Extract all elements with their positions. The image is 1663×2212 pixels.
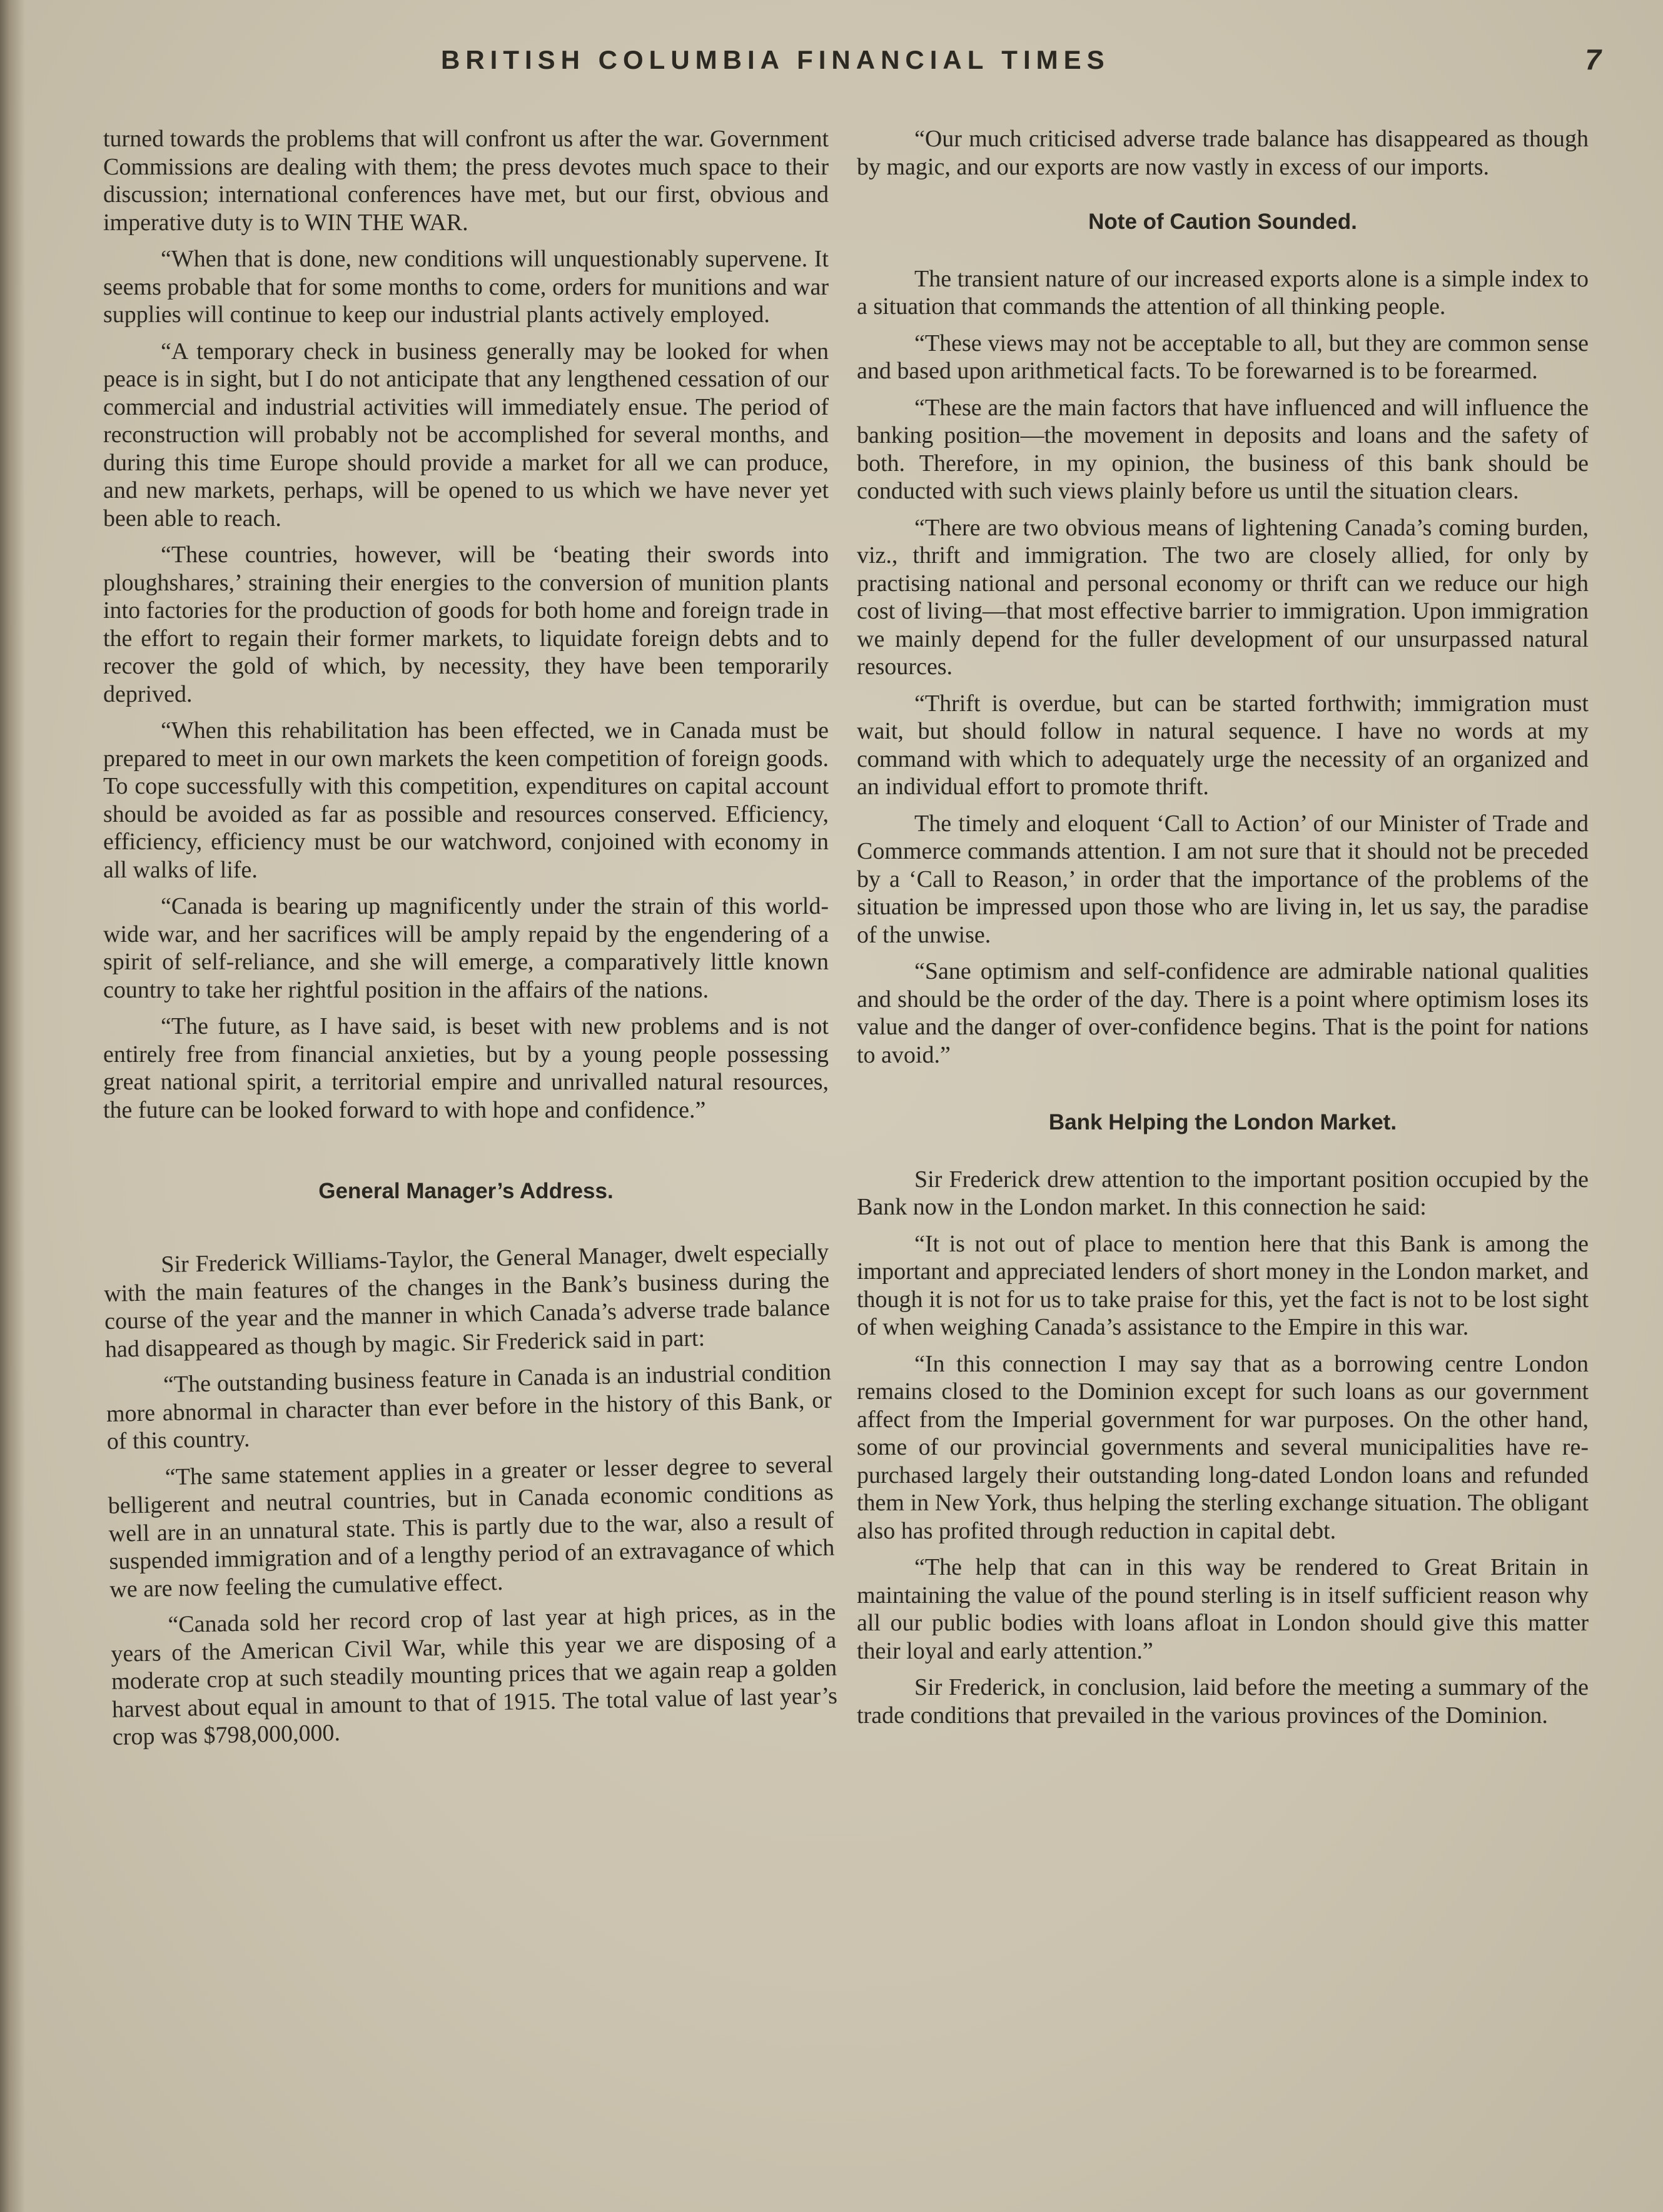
section-heading-note-of-caution: Note of Caution Sounded. (1088, 210, 1357, 234)
paragraph: “When this rehabilitation has been effected, we in Canada must be prepared to meet in our own markets the keen competition of foreign goods. To cope successfully with this competition, expenditures on capital account should be avoided as far as possible and resources conserved. Efficiency, efficiency, efficiency must be our watchword, conjoined with economy in all walks of life. (103, 717, 829, 883)
paragraph: “The help that can in this way be rendered to Great Britain in maintaining the value of the pound sterling is in itself sufficient reason why all our public bodies with loans afloat in London should give this matter their loyal and early attention.” (857, 1554, 1589, 1664)
paragraph: “Sane optimism and self-confidence are admirable national qualities and should be the order of the day. There is a point where optimism loses its value and the danger of over-confidence begins. That is the point for nations to avoid.” (857, 958, 1589, 1068)
paragraph: “The same statement applies in a greater or lesser degree to several belligerent and neutral countries, but in Canada economic conditions as well are in an unnatural state. This is partly due to the war, also a result of suspended immigration and of a lengthy period of an extravagance of which we are now feeling the cumulative effect. (108, 1450, 835, 1602)
paragraph: “These are the main factors that have influenced and will influence the banking position—the movement in deposits and loans and the safety of both. Therefore, in my opinion, the business of this bank should be conducted with such views plainly before us until the situation clears. (857, 394, 1589, 504)
left-column (103, 125, 838, 1760)
skewed-text-block (103, 1238, 838, 1751)
paragraph: Sir Frederick, in conclusion, laid before the meeting a summary of the trade conditions that prevailed in the various provinces of the Dominion. (857, 1674, 1589, 1729)
paragraph: “Canada is bearing up magnificently under the strain of this world-wide war, and her sacrifices will be amply repaid by the engendering of a spirit of self-reliance, and she will emerge, a comparatively little known country to take her rightful position in the affairs of the nations. (103, 893, 829, 1003)
section-heading-bank-helping: Bank Helping the London Market. (1048, 1110, 1397, 1134)
page-number: 7 (1585, 43, 1601, 76)
paragraph: turned towards the problems that will confront us after the war. Government Commissions are dealing with them; the press devotes much space to their discussion; international conferences have met, but our first, obvious and imperative duty is to WIN THE WAR. (103, 126, 829, 236)
page-header (100, 45, 1601, 89)
paragraph: “Canada sold her record crop of last year at high prices, as in the years of the American Civil War, while this year we are disposing of a moderate crop at such steadily mounting prices that we again reap a golden harvest about equal in amount to that of 1915. The total value of last year’s crop was $798,000,000. (110, 1598, 838, 1750)
paragraph: “It is not out of place to mention here that this Bank is among the important and appreciated lenders of short money in the London market, and though it is not for us to take praise for this, yet the fact is not to be lost sight of when weighing Canada’s assistance to the Empire in this war. (857, 1230, 1589, 1340)
paragraph: “These views may not be acceptable to all, but they are common sense and based upon arithmetical facts. To be forewarned is to be forearmed. (857, 330, 1589, 384)
paragraph: “There are two obvious means of lightening Canada’s coming burden, viz., thrift and immigration. The two are closely allied, for only by practising national and personal economy or thrift can we reduce our high cost of living—that most effective barrier to immigration. Upon immigration we mainly depend for the fuller development of our unsurpassed natural resources. (857, 514, 1589, 680)
masthead-title: BRITISH COLUMBIA FINANCIAL TIMES (441, 45, 1110, 74)
paragraph: “When that is done, new conditions will unquestionably supervene. It seems probable that for some months to come, orders for munitions and war supplies will continue to keep our industrial plants actively employed. (103, 246, 829, 328)
paragraph: “The outstanding business feature in Canada is an industrial condition more abnormal in character than ever before in the history of this Bank, or of this country. (106, 1358, 832, 1455)
paragraph: “Thrift is overdue, but can be started forthwith; immigration must wait, but should follow in natural sequence. I have no words at my command with which to adequately urge the necessity of an organized and an individual effort to promote thrift. (857, 690, 1589, 800)
paragraph: Sir Frederick drew attention to the important position occupied by the Bank now in the London market. In this connection he said: (857, 1166, 1589, 1220)
paragraph: “The future, as I have said, is beset with new problems and is not entirely free from financial anxieties, but by a young people possessing great national spirit, a territorial empire and unrivalled natural resources, the future can be looked forward to with hope and confidence.” (103, 1013, 829, 1123)
paragraph: The transient nature of our increased exports alone is a simple index to a situation that commands the attention of all thinking people. (857, 265, 1589, 320)
binding-shadow (0, 0, 25, 2212)
paragraph: The timely and eloquent ‘Call to Action’ of our Minister of Trade and Commerce commands attention. I am not sure that it should not be preceded by a ‘Call to Reason,’ in order that the importance of the problems of the situation be impressed upon those who are living in, let us say, the paradise of the unwise. (857, 810, 1589, 948)
paragraph: “In this connection I may say that as a borrowing centre London remains closed to the Dominion except for such loans as our government affect from the Imperial government for war purposes. On the other hand, some of our provincial governments and several municipalities have re-purchased largely their outstanding long-dated London loans and refunded them in New York, thus helping the sterling exchange situation. The obligant also has profited through reduction in capital debt. (857, 1350, 1589, 1544)
paragraph: Sir Frederick Williams-Taylor, the General Manager, dwelt especially with the main features of the changes in the Bank’s business during the course of the year and the manner in which Canada’s adverse trade balance had disappeared as though by magic. Sir Frederick said in part: (103, 1238, 831, 1362)
paragraph: “A temporary check in business generally may be looked for when peace is in sight, but I do not anticipate that any lengthened cessation of our commercial and industrial activities will immediately ensue. The period of reconstruction will probably not be accomplished for several months, and during this time Europe should provide a market for all we can produce, and new markets, perhaps, will be opened to us which we have never yet been able to reach. (103, 338, 829, 532)
right-column (857, 125, 1589, 1738)
section-heading-general-manager: General Manager’s Address. (318, 1179, 614, 1203)
paragraph: “These countries, however, will be ‘beating their swords into ploughshares,’ straining their energies to the conversion of munition plants into factories for the production of goods for both home and foreign trade in the effort to regain their former markets, to liquidate foreign debts and to recover the gold of which, by necessity, they have been temporarily deprived. (103, 542, 829, 707)
paragraph: “Our much criticised adverse trade balance has disappeared as though by magic, and our exports are now vastly in excess of our imports. (857, 126, 1589, 180)
